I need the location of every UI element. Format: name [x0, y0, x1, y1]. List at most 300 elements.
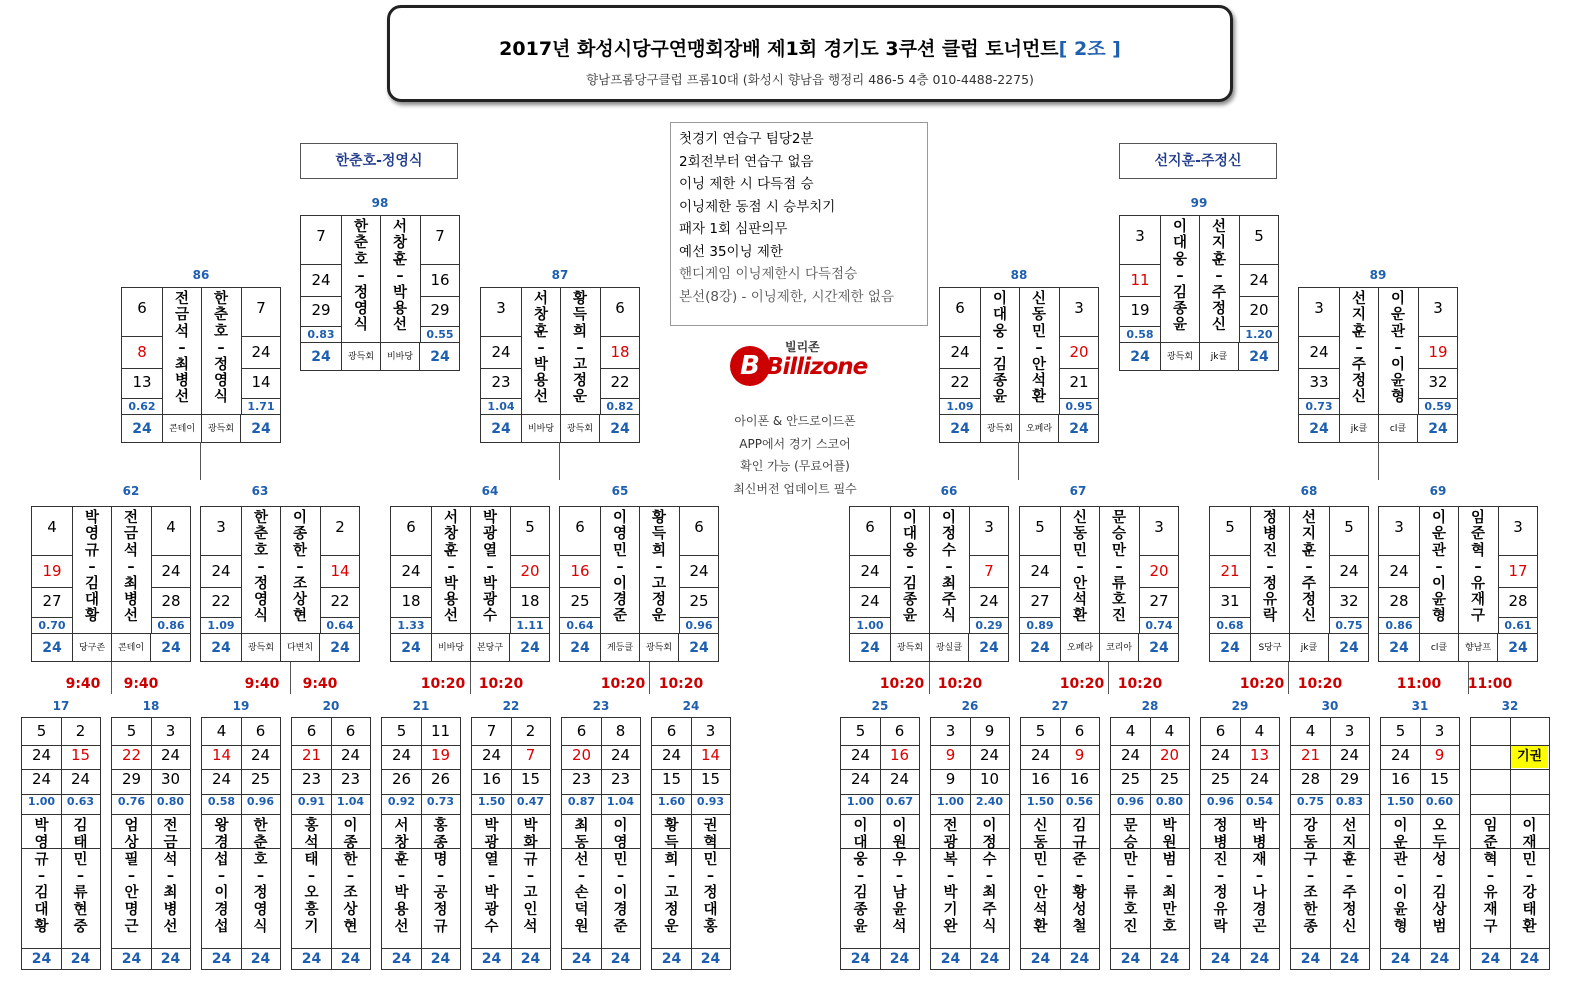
score-value: 19 [430, 746, 451, 764]
row-line [301, 296, 341, 297]
row-line [1299, 368, 1339, 369]
target-value: 24 [1030, 951, 1051, 967]
average-value: 0.54 [1245, 795, 1274, 808]
footer-divider [1238, 343, 1239, 371]
target-value: 24 [889, 951, 910, 967]
row-line [1381, 948, 1459, 949]
score-value: 15 [70, 746, 91, 764]
match-time: 9:40 [244, 676, 280, 692]
match-block [300, 215, 460, 371]
score-value: 24 [211, 770, 232, 788]
score-value: 14 [251, 373, 271, 391]
score-value: 26 [391, 770, 412, 788]
target-value: 24 [1389, 640, 1409, 656]
score-value: 25 [1159, 770, 1180, 788]
block-footer [32, 633, 190, 662]
target-value: 24 [1480, 951, 1501, 967]
row-line [969, 555, 1008, 556]
target-value: 24 [391, 951, 412, 967]
match-number: 28 [1141, 699, 1159, 713]
row-line [1111, 814, 1189, 815]
row-line [841, 948, 919, 949]
match-block [1119, 215, 1279, 371]
score-value: 29 [1339, 770, 1360, 788]
score-value: 24 [251, 343, 271, 361]
player-pair-2: 한 춘 호 – 정 영 식 [213, 291, 228, 406]
score-value: 6 [255, 722, 266, 740]
match-number: 62 [122, 484, 140, 498]
score-value: 24 [889, 770, 910, 788]
player-pair: 오 두 성 – 김 상 범 [1432, 818, 1447, 935]
target-value: 24 [1428, 421, 1448, 437]
average-value: 1.50 [1026, 795, 1055, 808]
score-value: 24 [979, 746, 1000, 764]
club-name: 광득회 [1166, 352, 1194, 362]
score-value: 24 [1249, 271, 1269, 289]
player-pair: 문 승 만 – 류 호 진 [1123, 818, 1138, 935]
bracket-connector [200, 442, 201, 480]
match-number: 18 [142, 699, 160, 713]
average-value: 0.96 [1116, 795, 1145, 808]
first-round-match [1020, 717, 1100, 970]
match-block [390, 506, 550, 662]
row-line [560, 587, 600, 588]
target-value: 24 [160, 951, 181, 967]
row-line [241, 336, 280, 337]
club-name: 콘테이 [168, 424, 196, 434]
footer-divider [599, 415, 600, 443]
target-value: 24 [430, 951, 451, 967]
score-value: 6 [865, 518, 875, 536]
bracket-connector [1288, 662, 1289, 694]
player-pair-1: 이 영 민 – 이 경 준 [612, 510, 627, 625]
block-footer [1299, 414, 1457, 443]
target-value: 24 [481, 951, 502, 967]
bracket-connector [1108, 662, 1109, 694]
target-value: 24 [520, 951, 541, 967]
app-note: 확인 가능 (무료어플) [740, 459, 850, 474]
score-value: 31 [1220, 592, 1240, 610]
row-line [1418, 398, 1457, 399]
match-number: 23 [592, 699, 610, 713]
score-value: 5 [1254, 227, 1264, 245]
target-value: 24 [132, 421, 152, 437]
row-line [241, 398, 280, 399]
player-pair: 황 득 희 – 고 정 운 [664, 818, 679, 935]
first-round-match [201, 717, 281, 970]
match-time: 10:20 [420, 676, 466, 692]
match-number: 89 [1369, 268, 1387, 282]
match-time: 10:20 [937, 676, 983, 692]
player-pair-2: 전 금 석 – 최 병 선 [123, 510, 138, 625]
row-line [481, 336, 521, 337]
rule-note: 이닝 제한 시 다득점 승 [679, 176, 814, 192]
score-value: 29 [311, 301, 331, 319]
match-number: 30 [1321, 699, 1339, 713]
average-value: 0.63 [66, 795, 95, 808]
player-pair-2: 박 광 열 – 박 광 수 [482, 510, 497, 625]
target-value: 24 [1519, 951, 1540, 967]
row-line [1139, 555, 1178, 556]
logo-ball-icon: B [730, 346, 770, 386]
target-value: 24 [31, 951, 52, 967]
average-value: 0.74 [1145, 619, 1173, 632]
target-value: 24 [1130, 349, 1150, 365]
score-value: 21 [301, 746, 322, 764]
row-line [1201, 948, 1279, 949]
score-value: 24 [850, 770, 871, 788]
score-value: 25 [250, 770, 271, 788]
score-value: 24 [1210, 746, 1231, 764]
match-number: 66 [940, 484, 958, 498]
venue-subtitle: 향남프롬당구클럽 프롬10대 (화성시 향남읍 행정리 486-5 4층 010-4488-2275) [586, 72, 1034, 87]
row-line [562, 814, 640, 815]
footer-divider [201, 415, 202, 443]
player-pair: 박 화 규 – 고 인 석 [523, 818, 538, 935]
score-value: 4 [47, 518, 57, 536]
club-name: 향남프 [1464, 643, 1492, 653]
footer-divider [639, 634, 640, 662]
score-value: 23 [571, 770, 592, 788]
row-line [1210, 587, 1250, 588]
club-name: 당구존 [78, 643, 106, 653]
player-pair-1: 이 운 관 – 이 윤 형 [1431, 510, 1446, 625]
score-value: 27 [1149, 592, 1169, 610]
average-value: 0.58 [1126, 328, 1154, 341]
block-footer [1120, 342, 1278, 371]
row-line [841, 814, 919, 815]
row-line [1059, 398, 1098, 399]
footer-divider [1199, 343, 1200, 371]
match-number: 17 [52, 699, 70, 713]
bracket-connector [470, 662, 471, 694]
player-pair-1: 박 영 규 – 김 대 황 [84, 510, 99, 625]
score-value: 3 [1394, 518, 1404, 536]
score-value: 30 [160, 770, 181, 788]
target-value: 24 [979, 640, 999, 656]
score-value: 24 [950, 343, 970, 361]
target-value: 24 [520, 640, 540, 656]
score-value: 13 [132, 373, 152, 391]
app-note: 아이폰 & 안드로이드폰 [734, 414, 856, 428]
player-pair: 강 동 구 – 조 한 종 [1303, 818, 1318, 935]
score-value: 3 [1513, 518, 1523, 536]
score-value: 11 [430, 722, 451, 740]
footer-divider [380, 343, 381, 371]
average-value: 0.75 [1335, 619, 1363, 632]
score-value: 3 [705, 722, 716, 740]
target-value: 24 [1249, 951, 1270, 967]
average-value: 0.68 [1216, 619, 1244, 632]
score-value: 3 [216, 518, 226, 536]
average-value: 1.00 [27, 795, 56, 808]
average-value: 0.64 [566, 619, 594, 632]
target-value: 24 [1210, 951, 1231, 967]
group-label: [ 2조 ] [1058, 38, 1121, 60]
score-value: 24 [1120, 746, 1141, 764]
score-value: 24 [1249, 770, 1270, 788]
score-value: 13 [1249, 746, 1270, 764]
score-value: 5 [855, 722, 866, 740]
row-line [940, 336, 980, 337]
target-value: 24 [689, 640, 709, 656]
row-line [472, 948, 550, 949]
footer-divider [431, 634, 432, 662]
player-pair: 임 준 혁 – 유 재 구 [1483, 818, 1498, 935]
score-value: 16 [1069, 770, 1090, 788]
row-line [1020, 587, 1060, 588]
first-round-match [651, 717, 731, 970]
row-line [1498, 587, 1537, 588]
score-value: 7 [435, 227, 445, 245]
row-line [1471, 794, 1549, 795]
average-value: 0.61 [1504, 619, 1532, 632]
row-line [1498, 617, 1537, 618]
score-value: 24 [1030, 562, 1050, 580]
target-value: 24 [1069, 951, 1090, 967]
score-value: 5 [126, 722, 137, 740]
match-time: 10:20 [1117, 676, 1163, 692]
row-line [22, 814, 100, 815]
row-line [1239, 296, 1278, 297]
score-value: 21 [1069, 373, 1089, 391]
average-value: 0.86 [1385, 619, 1413, 632]
target-value: 24 [1030, 640, 1050, 656]
target-value: 24 [42, 640, 62, 656]
footer-divider [560, 415, 561, 443]
score-value: 6 [406, 518, 416, 536]
score-value: 5 [1035, 722, 1046, 740]
row-line [201, 617, 241, 618]
average-value: 1.20 [1245, 328, 1273, 341]
row-line [22, 948, 100, 949]
player-pair-2: 황 득 희 – 고 정 운 [572, 291, 587, 406]
target-value: 24 [610, 421, 630, 437]
player-pair-2: 이 정 수 – 최 주 식 [941, 510, 956, 625]
player-pair-2: 선 지 훈 – 주 정 신 [1301, 510, 1316, 625]
match-time: 10:20 [879, 676, 925, 692]
row-line [679, 617, 718, 618]
score-value: 9 [945, 770, 956, 788]
target-value: 24 [250, 951, 271, 967]
score-value: 16 [889, 746, 910, 764]
average-value: 1.00 [856, 619, 884, 632]
club-name: 광득회 [347, 352, 375, 362]
row-line [301, 264, 341, 265]
player-pair: 정 병 진 – 정 유 락 [1213, 818, 1228, 935]
player-pair: 서 창 훈 – 박 용 선 [394, 818, 409, 935]
row-line [292, 948, 370, 949]
score-value: 24 [1339, 562, 1359, 580]
target-value: 24 [1149, 640, 1169, 656]
footer-divider [319, 634, 320, 662]
footer-divider [241, 634, 242, 662]
row-line [382, 948, 460, 949]
score-value: 6 [694, 518, 704, 536]
average-value: 0.96 [246, 795, 275, 808]
player-pair-2: 이 종 한 – 조 상 현 [292, 510, 307, 625]
target-value: 24 [1220, 640, 1240, 656]
average-value: 0.47 [516, 795, 545, 808]
row-line [850, 587, 890, 588]
score-value: 24 [481, 746, 502, 764]
average-value: 0.93 [696, 795, 725, 808]
match-time: 10:20 [658, 676, 704, 692]
score-value: 4 [1305, 722, 1316, 740]
player-pair-1: 한 춘 호 – 정 영 식 [353, 219, 368, 334]
score-value: 25 [689, 592, 709, 610]
target-value: 24 [571, 951, 592, 967]
club-name: 광득회 [645, 643, 673, 653]
first-round-match [930, 717, 1010, 970]
row-line [201, 555, 241, 556]
score-value: 29 [121, 770, 142, 788]
score-value: 19 [42, 562, 62, 580]
row-line [510, 617, 549, 618]
row-line [112, 814, 190, 815]
final-right-team: 선지훈-주정신 [1119, 143, 1277, 179]
app-notes [700, 410, 890, 501]
score-value: 27 [1030, 592, 1050, 610]
match-number: 31 [1411, 699, 1429, 713]
score-value: 3 [1433, 299, 1443, 317]
match-time: 9:40 [123, 676, 159, 692]
score-value: 24 [860, 592, 880, 610]
match-block [939, 287, 1099, 443]
first-round-match [1470, 717, 1550, 970]
club-name: 본당구 [476, 643, 504, 653]
score-value: 3 [945, 722, 956, 740]
score-value: 24 [979, 592, 999, 610]
target-value: 24 [70, 951, 91, 967]
score-value: 20 [520, 562, 540, 580]
match-block [1019, 506, 1179, 662]
club-name: jk클 [1210, 352, 1228, 362]
footer-divider [968, 634, 969, 662]
rules-notes [670, 122, 928, 326]
row-line [931, 814, 1009, 815]
score-value: 19 [1130, 301, 1150, 319]
club-name: 비바당 [386, 352, 414, 362]
match-block [1298, 287, 1458, 443]
player-pair: 이 영 민 – 이 경 준 [613, 818, 628, 935]
score-value: 24 [401, 562, 421, 580]
score-value: 6 [1074, 722, 1085, 740]
score-value: 16 [1390, 770, 1411, 788]
row-line [1329, 555, 1368, 556]
player-pair: 왕 경 섭 – 이 경 섭 [214, 818, 229, 935]
player-pair-2: 선 지 훈 – 주 정 신 [1211, 219, 1226, 334]
player-pair-1: 신 동 민 – 안 석 환 [1072, 510, 1087, 625]
player-pair: 권 혁 민 – 정 대 홍 [703, 818, 718, 935]
score-value: 23 [491, 373, 511, 391]
target-value: 24 [401, 640, 421, 656]
score-value: 4 [1254, 722, 1265, 740]
row-line [652, 948, 730, 949]
match-number: 24 [682, 699, 700, 713]
score-value: 18 [401, 592, 421, 610]
row-line [510, 555, 549, 556]
average-value: 0.82 [606, 400, 634, 413]
row-line [600, 336, 639, 337]
row-line [940, 368, 980, 369]
player-pair-1: 서 창 훈 – 박 용 선 [533, 291, 548, 406]
average-value: 0.56 [1065, 795, 1094, 808]
logo-text: Billizone [766, 354, 868, 380]
footer-divider [1289, 634, 1290, 662]
row-line [510, 587, 549, 588]
player-pair-2: 이 운 관 – 이 윤 형 [1390, 291, 1405, 406]
row-line [1299, 398, 1339, 399]
score-value: 32 [1428, 373, 1448, 391]
target-value: 24 [979, 951, 1000, 967]
average-value: 0.83 [307, 328, 335, 341]
average-value: 0.80 [1155, 795, 1184, 808]
club-name: cl클 [1389, 424, 1407, 434]
row-line [969, 587, 1008, 588]
score-value: 28 [1389, 592, 1409, 610]
target-value: 24 [340, 951, 361, 967]
match-number: 32 [1501, 699, 1519, 713]
first-round-match [111, 717, 191, 970]
average-value: 1.04 [606, 795, 635, 808]
player-pair-2: 황 득 희 – 고 정 운 [651, 510, 666, 625]
score-value: 5 [396, 722, 407, 740]
row-line [481, 368, 521, 369]
score-value: 24 [250, 746, 271, 764]
row-line [122, 398, 162, 399]
footer-divider [240, 415, 241, 443]
score-value: 21 [1300, 746, 1321, 764]
row-line [1291, 814, 1369, 815]
footer-divider [1160, 343, 1161, 371]
row-line [1059, 336, 1098, 337]
score-value: 16 [430, 271, 450, 289]
score-value: 24 [1339, 746, 1360, 764]
block-footer [201, 633, 359, 662]
average-value: 0.55 [426, 328, 454, 341]
average-value: 0.64 [326, 619, 354, 632]
score-value: 24 [1390, 746, 1411, 764]
score-value: 25 [1210, 770, 1231, 788]
row-line [241, 368, 280, 369]
row-line [931, 948, 1009, 949]
score-value: 14 [211, 746, 232, 764]
score-value: 9 [984, 722, 995, 740]
match-time: 10:20 [1239, 676, 1285, 692]
player-pair-1: 선 지 훈 – 주 정 신 [1351, 291, 1366, 406]
score-value: 24 [161, 562, 181, 580]
row-line [679, 587, 718, 588]
score-value: 26 [430, 770, 451, 788]
score-value: 23 [301, 770, 322, 788]
match-number: 22 [502, 699, 520, 713]
row-line [320, 617, 359, 618]
score-value: 7 [486, 722, 497, 740]
score-value: 32 [1339, 592, 1359, 610]
score-value: 3 [1074, 299, 1084, 317]
first-round-match [1110, 717, 1190, 970]
club-name: jk클 [1300, 643, 1318, 653]
target-value: 24 [1429, 951, 1450, 967]
rule-note: 핸디게임 이닝제한시 다득점승 [679, 266, 858, 282]
footer-divider [341, 343, 342, 371]
score-value: 20 [1249, 301, 1269, 319]
row-line [1291, 948, 1369, 949]
row-line [420, 326, 459, 327]
average-value: 1.50 [477, 795, 506, 808]
match-block [559, 506, 719, 662]
